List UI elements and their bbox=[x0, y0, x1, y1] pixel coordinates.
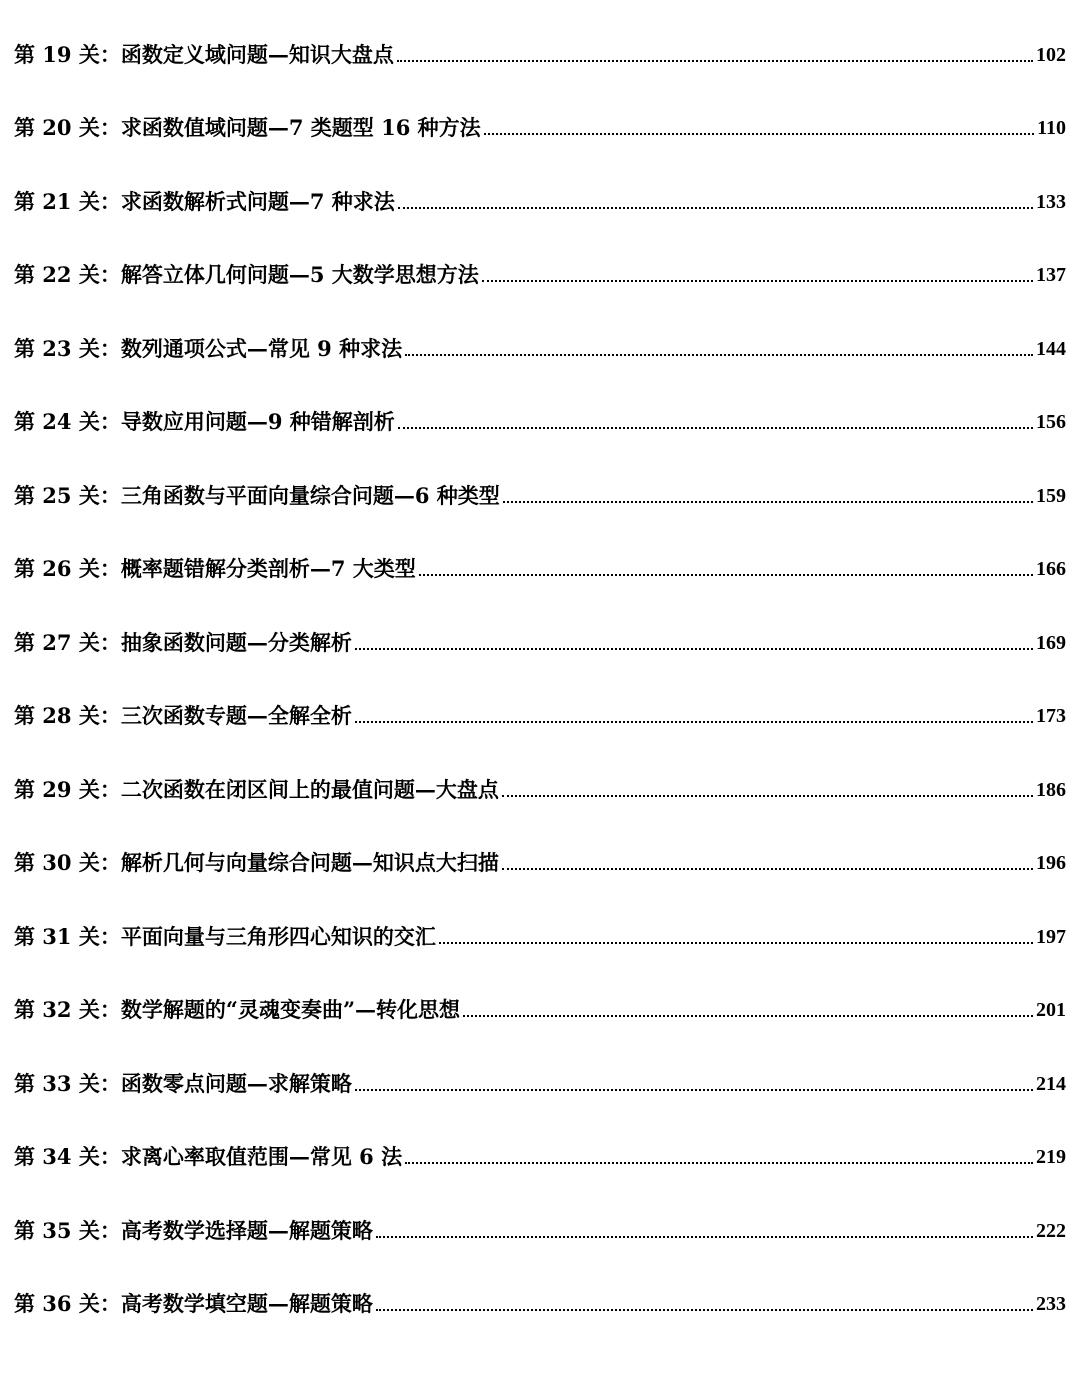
dot-leader bbox=[484, 133, 1034, 135]
entry-title: 三角函数与平面向量综合问题—6 种类型 bbox=[120, 482, 500, 508]
toc-entry[interactable] bbox=[14, 397, 1066, 471]
page-number: 197 bbox=[1036, 925, 1066, 948]
dot-leader bbox=[405, 1162, 1033, 1164]
dot-leader bbox=[482, 280, 1033, 282]
page-number: 137 bbox=[1036, 264, 1066, 286]
toc-entry[interactable] bbox=[14, 764, 1066, 838]
entry-title: 解析几何与向量综合问题—知识点大扫描 bbox=[120, 850, 499, 875]
entry-title: 函数零点问题—求解策略 bbox=[120, 1070, 352, 1096]
dot-leader bbox=[419, 574, 1033, 576]
chapter-number: 第 33 关 bbox=[14, 1070, 100, 1096]
toc-entry[interactable] bbox=[14, 1132, 1066, 1206]
entry-title: 求函数值域问题—7 类题型 16 种方法 bbox=[120, 115, 481, 140]
chapter-number: 第 22 关 bbox=[14, 262, 100, 287]
chapter-number: 第 31 关 bbox=[14, 923, 100, 949]
entry-title: 函数定义域问题—知识大盘点 bbox=[120, 41, 394, 67]
page-number: 214 bbox=[1036, 1072, 1066, 1095]
separator: ： bbox=[99, 556, 121, 581]
table-of-contents bbox=[14, 29, 1066, 1352]
chapter-number: 第 21 关 bbox=[14, 188, 100, 214]
separator: ： bbox=[99, 188, 121, 214]
separator: ： bbox=[99, 703, 121, 728]
dot-leader bbox=[398, 427, 1033, 429]
separator: ： bbox=[99, 262, 121, 287]
page-number: 159 bbox=[1036, 484, 1066, 507]
entry-title: 二次函数在闭区间上的最值问题—大盘点 bbox=[120, 776, 499, 802]
dot-leader bbox=[502, 868, 1033, 870]
separator: ： bbox=[99, 482, 121, 508]
page-number: 201 bbox=[1036, 999, 1066, 1021]
chapter-number: 第 30 关 bbox=[14, 850, 100, 875]
toc-entry[interactable] bbox=[14, 250, 1066, 324]
entry-title: 求离心率取值范围—常见 6 法 bbox=[120, 1144, 403, 1169]
dot-leader bbox=[439, 942, 1033, 944]
toc-entry[interactable] bbox=[14, 985, 1066, 1059]
toc-entry[interactable] bbox=[14, 29, 1066, 103]
toc-entry[interactable] bbox=[14, 691, 1066, 765]
separator: ： bbox=[99, 629, 121, 655]
page-number: 219 bbox=[1036, 1146, 1066, 1168]
toc-entry[interactable] bbox=[14, 1058, 1066, 1132]
toc-entry[interactable] bbox=[14, 911, 1066, 985]
page-number: 233 bbox=[1036, 1293, 1066, 1315]
page-number: 186 bbox=[1036, 778, 1066, 801]
chapter-number: 第 29 关 bbox=[14, 776, 100, 802]
separator: ： bbox=[99, 776, 121, 802]
separator: ： bbox=[99, 1217, 121, 1243]
entry-title: 高考数学填空题—解题策略 bbox=[120, 1291, 373, 1316]
chapter-number: 第 19 关 bbox=[14, 41, 100, 67]
dot-leader bbox=[405, 354, 1033, 356]
chapter-number: 第 20 关 bbox=[14, 115, 100, 140]
entry-title: 解答立体几何问题—5 大数学思想方法 bbox=[120, 262, 479, 287]
chapter-number: 第 25 关 bbox=[14, 482, 100, 508]
toc-entry[interactable] bbox=[14, 176, 1066, 250]
dot-leader bbox=[502, 795, 1033, 797]
separator: ： bbox=[99, 115, 121, 140]
separator: ： bbox=[99, 923, 121, 949]
dot-leader bbox=[355, 721, 1033, 723]
chapter-number: 第 35 关 bbox=[14, 1217, 100, 1243]
page-number: 156 bbox=[1036, 411, 1066, 433]
dot-leader bbox=[397, 60, 1033, 62]
chapter-number: 第 32 关 bbox=[14, 997, 100, 1022]
entry-title: 导数应用问题—9 种错解剖析 bbox=[120, 409, 395, 434]
toc-entry[interactable] bbox=[14, 617, 1066, 691]
entry-title: 三次函数专题—全解全析 bbox=[120, 703, 352, 728]
separator: ： bbox=[99, 41, 121, 67]
dot-leader bbox=[503, 501, 1033, 503]
chapter-number: 第 28 关 bbox=[14, 703, 100, 728]
toc-entry[interactable] bbox=[14, 103, 1066, 177]
chapter-number: 第 24 关 bbox=[14, 409, 100, 434]
page-number: 133 bbox=[1036, 190, 1066, 213]
entry-title: 概率题错解分类剖析—7 大类型 bbox=[120, 556, 416, 581]
separator: ： bbox=[99, 335, 121, 361]
separator: ： bbox=[99, 850, 121, 875]
entry-title: 高考数学选择题—解题策略 bbox=[120, 1217, 373, 1243]
dot-leader bbox=[376, 1236, 1033, 1238]
toc-entry[interactable] bbox=[14, 544, 1066, 618]
chapter-number: 第 34 关 bbox=[14, 1144, 100, 1169]
page-number: 166 bbox=[1036, 558, 1066, 580]
entry-title: 平面向量与三角形四心知识的交汇 bbox=[120, 923, 436, 949]
page-number: 169 bbox=[1036, 631, 1066, 654]
separator: ： bbox=[99, 1070, 121, 1096]
page-number: 102 bbox=[1036, 43, 1066, 66]
entry-title: 抽象函数问题—分类解析 bbox=[120, 629, 352, 655]
page-number: 144 bbox=[1036, 337, 1066, 360]
page-number: 222 bbox=[1036, 1219, 1066, 1242]
page-number: 196 bbox=[1036, 852, 1066, 874]
page-number: 110 bbox=[1037, 117, 1066, 139]
dot-leader bbox=[463, 1015, 1033, 1017]
chapter-number: 第 36 关 bbox=[14, 1291, 100, 1316]
separator: ： bbox=[99, 1144, 121, 1169]
entry-title: 数学解题的“灵魂变奏曲”—转化思想 bbox=[120, 997, 461, 1022]
separator: ： bbox=[99, 1291, 121, 1316]
chapter-number: 第 26 关 bbox=[14, 556, 100, 581]
dot-leader bbox=[376, 1309, 1033, 1311]
toc-entry[interactable] bbox=[14, 838, 1066, 912]
toc-entry[interactable] bbox=[14, 1205, 1066, 1279]
dot-leader bbox=[398, 207, 1033, 209]
toc-entry[interactable] bbox=[14, 1279, 1066, 1353]
toc-entry[interactable] bbox=[14, 323, 1066, 397]
toc-entry[interactable] bbox=[14, 470, 1066, 544]
separator: ： bbox=[99, 997, 121, 1022]
entry-title: 数列通项公式—常见 9 种求法 bbox=[120, 335, 403, 361]
dot-leader bbox=[355, 1089, 1033, 1091]
page-number: 173 bbox=[1036, 705, 1066, 727]
separator: ： bbox=[99, 409, 121, 434]
chapter-number: 第 23 关 bbox=[14, 335, 100, 361]
chapter-number: 第 27 关 bbox=[14, 629, 100, 655]
dot-leader bbox=[355, 648, 1033, 650]
entry-title: 求函数解析式问题—7 种求法 bbox=[120, 188, 395, 214]
